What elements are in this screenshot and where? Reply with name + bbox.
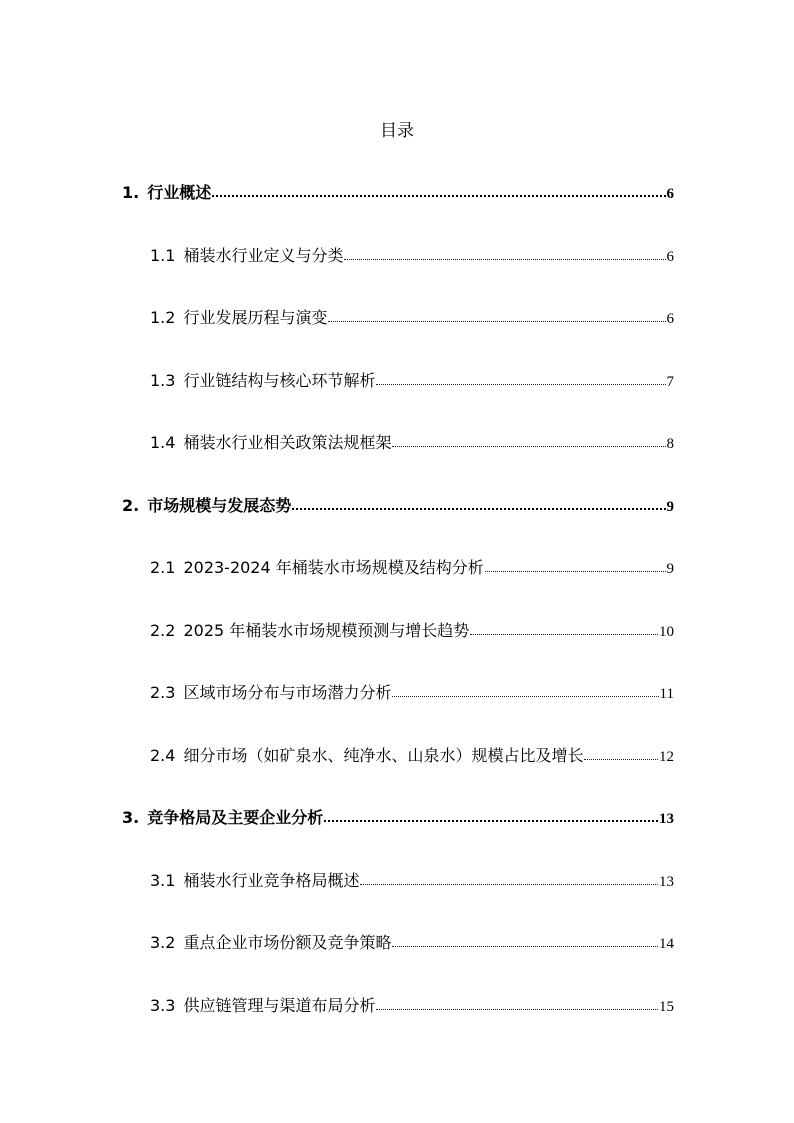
toc-entry-3[interactable]	[122, 805, 674, 828]
entry-number: 2.3	[150, 683, 176, 702]
entry-title: 桶装水行业定义与分类	[183, 246, 344, 265]
entry-number: 1.	[122, 183, 140, 202]
entry-page-number: 15	[659, 999, 674, 1015]
entry-page-number: 6	[666, 311, 674, 327]
dot-leader	[324, 818, 658, 822]
entry-number: 1.4	[150, 433, 176, 452]
entry-title: 区域市场分布与市场潜力分析	[183, 683, 392, 702]
entry-title: 市场规模与发展态势	[147, 496, 292, 515]
dot-leader	[376, 1007, 658, 1010]
dot-leader	[212, 193, 665, 197]
entry-number: 3.2	[150, 933, 176, 952]
toc-entry-3-3[interactable]	[150, 993, 674, 1016]
dot-leader	[360, 882, 658, 885]
entry-page-number: 6	[666, 186, 674, 202]
entry-title: 供应链管理与渠道布局分析	[183, 996, 376, 1015]
toc-entry-1-2[interactable]	[150, 305, 674, 328]
entry-number: 2.2	[150, 621, 176, 640]
toc-entry-2[interactable]	[122, 493, 674, 516]
entry-number: 1.3	[150, 371, 176, 390]
entry-title: 竞争格局及主要企业分析	[147, 808, 324, 827]
entry-page-number: 7	[666, 374, 674, 390]
entry-number: 1.2	[150, 308, 176, 327]
toc-entry-1-4[interactable]	[150, 430, 674, 453]
dot-leader	[328, 319, 665, 322]
dot-leader	[344, 257, 665, 260]
entry-title: 行业链结构与核心环节解析	[183, 371, 376, 390]
toc-entry-1-3[interactable]	[150, 368, 674, 391]
entry-page-number: 6	[666, 249, 674, 265]
entry-page-number: 13	[659, 874, 674, 890]
toc-entry-2-3[interactable]	[150, 680, 674, 703]
dot-leader	[392, 944, 658, 947]
entry-number: 3.1	[150, 871, 176, 890]
entry-number: 1.1	[150, 246, 176, 265]
entry-page-number: 9	[666, 499, 674, 515]
entry-title: 2025 年桶装水市场规模预测与增长趋势	[183, 621, 470, 640]
toc-entry-2-2[interactable]	[150, 618, 674, 641]
dot-leader	[292, 506, 665, 510]
entry-number: 2.4	[150, 746, 176, 765]
dot-leader	[584, 757, 658, 760]
entry-number: 3.3	[150, 996, 176, 1015]
toc-entry-3-2[interactable]	[150, 930, 674, 953]
dot-leader	[485, 569, 666, 572]
entry-title: 行业概述	[147, 183, 212, 202]
entry-title: 行业发展历程与演变	[183, 308, 328, 327]
entry-title: 细分市场（如矿泉水、纯净水、山泉水）规模占比及增长	[183, 746, 584, 765]
dot-leader	[392, 444, 665, 447]
entry-title: 桶装水行业竞争格局概述	[183, 871, 360, 890]
entry-page-number: 8	[666, 436, 674, 452]
entry-page-number: 14	[659, 936, 674, 952]
toc-title: 目录	[380, 121, 414, 141]
entry-page-number: 10	[659, 624, 674, 640]
entry-page-number: 12	[659, 749, 674, 765]
toc-entry-1[interactable]	[122, 180, 674, 203]
entry-page-number: 13	[659, 811, 674, 827]
toc-entry-2-4[interactable]	[150, 743, 674, 766]
entry-page-number: 11	[659, 686, 674, 702]
entry-title: 重点企业市场份额及竞争策略	[183, 933, 392, 952]
entry-title: 桶装水行业相关政策法规框架	[183, 433, 392, 452]
entry-page-number: 9	[666, 561, 674, 577]
entry-number: 2.1	[150, 558, 176, 577]
entry-title: 2023-2024 年桶装水市场规模及结构分析	[183, 558, 484, 577]
toc-entry-2-1[interactable]	[150, 555, 674, 578]
entry-number: 2.	[122, 496, 140, 515]
toc-entry-3-1[interactable]	[150, 868, 674, 891]
dot-leader	[470, 632, 658, 635]
entry-number: 3.	[122, 808, 140, 827]
toc-entry-1-1[interactable]	[150, 243, 674, 266]
dot-leader	[392, 694, 658, 697]
dot-leader	[376, 382, 665, 385]
